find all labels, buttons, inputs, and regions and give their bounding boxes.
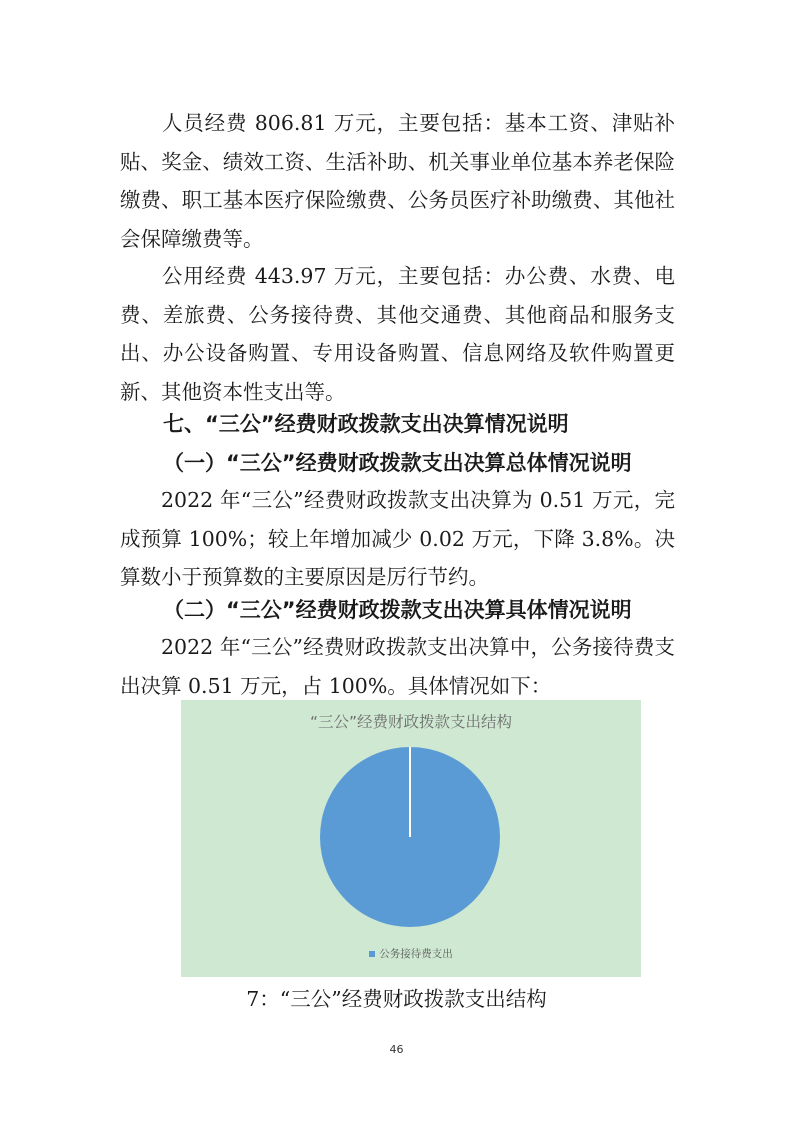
chart-title: “三公”经费财政拨款支出结构 <box>309 713 513 731</box>
subsection-heading-overall: （一）“三公”经费财政拨款支出决算总体情况说明 <box>163 451 632 475</box>
paragraph-overall: 2022 年“三公”经费财政拨款支出决算为 0.51 万元，完成预算 100%；较上年增加减少 0.02 万元，下降 3.8%。决算数小于预算数的主要原因是厉行节约。 <box>120 488 675 589</box>
chart-legend <box>181 946 641 961</box>
pie-chart-plot <box>181 700 641 977</box>
legend-swatch <box>369 951 375 957</box>
paragraph-public-expenses: 公用经费 443.97 万元，主要包括：办公费、水费、电费、差旅费、公务接待费、其他交通费、其他商品和服务支出、办公设备购置、专用设备购置、信息网络及软件购置更新、其他资本性支出等。 <box>120 264 675 404</box>
figure-caption: 7：“三公”经费财政拨款支出结构 <box>246 987 547 1011</box>
section-heading-three-public: 七、“三公”经费财政拨款支出决算情况说明 <box>163 412 569 436</box>
subsection-heading-detail: （二）“三公”经费财政拨款支出决算具体情况说明 <box>163 598 632 622</box>
page-number: 46 <box>389 1043 404 1056</box>
paragraph-personnel-expenses: 人员经费 806.81 万元，主要包括：基本工资、津贴补贴、奖金、绩效工资、生活补助、机关事业单位基本养老保险缴费、职工基本医疗保险缴费、公务员医疗补助缴费、其他社会保障缴费等。 <box>120 111 675 251</box>
legend-label: 公务接待费支出 <box>379 948 453 960</box>
pie-chart <box>181 700 641 977</box>
paragraph-detail: 2022 年“三公”经费财政拨款支出决算中，公务接待费支出决算 0.51 万元，占 100%。具体情况如下： <box>120 635 675 698</box>
